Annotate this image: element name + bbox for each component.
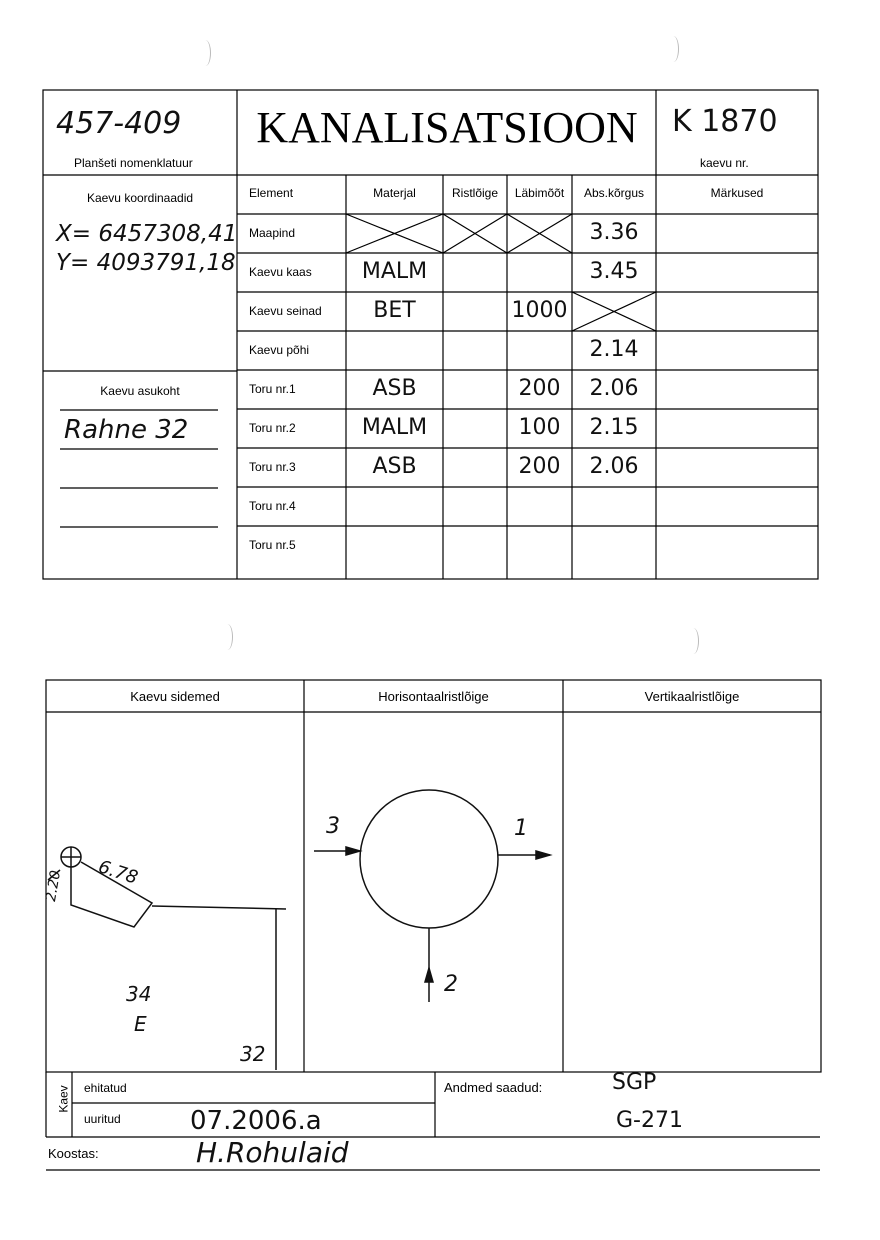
table-row-label: Toru nr.1: [249, 382, 296, 396]
table-cell-abs-height: 3.36: [589, 220, 639, 245]
table-header-element: Element: [249, 186, 294, 200]
table-row-label: Kaevu põhi: [249, 343, 310, 357]
table-row-label: Kaevu seinad: [249, 304, 322, 318]
coordinate-y: Y= 4093791,18: [56, 250, 236, 276]
table-row-label: Toru nr.5: [249, 538, 296, 552]
table-cell-diameter: 1000: [511, 298, 568, 323]
table-cell-material: MALM: [361, 415, 428, 440]
sheet-label: Planšeti nomenklatuur: [74, 156, 193, 170]
data-source-code: G-271: [616, 1108, 683, 1133]
surveyed-label: uuritud: [84, 1112, 121, 1126]
table-cell-material: BET: [373, 298, 416, 323]
table-cell-abs-height: 2.06: [589, 454, 639, 479]
coordinate-x: X= 6457308,41: [56, 221, 238, 247]
pipe-label-1: 1: [514, 816, 528, 841]
house-mark: E: [134, 1012, 147, 1036]
location-value: Rahne 32: [64, 415, 189, 445]
well-side-label: Kaev: [56, 1085, 71, 1113]
table-header-abs-height: Abs.kõrgus: [583, 186, 645, 200]
horizontal-section-heading: Horisontaalristlõige: [378, 689, 489, 704]
ties-heading: Kaevu sidemed: [130, 689, 220, 704]
well-number: K 1870: [672, 104, 778, 139]
table-header-notes: Märkused: [710, 186, 764, 200]
corner-number: 32: [240, 1042, 266, 1066]
coordinates-label: Kaevu koordinaadid: [86, 191, 194, 205]
page-title: KANALISATSIOON: [256, 103, 638, 152]
surveyed-date: 07.2006.a: [190, 1106, 322, 1136]
author-signature: H.Rohulaid: [196, 1136, 349, 1169]
table-cell-abs-height: 2.14: [589, 337, 639, 362]
table-cell-diameter: 100: [518, 415, 561, 440]
sheet-number: 457-409: [56, 106, 182, 141]
table-row-label: Toru nr.4: [249, 499, 296, 513]
table-cell-abs-height: 3.45: [589, 259, 639, 284]
ties-side-distance: 2.20: [43, 869, 65, 903]
table-row-label: Maapind: [249, 226, 296, 240]
ties-sketch: [48, 847, 286, 1070]
location-label: Kaevu asukoht: [100, 384, 180, 398]
table-cell-diameter: 200: [518, 376, 561, 401]
table-cell-diameter: 200: [518, 454, 561, 479]
table-row-label: Toru nr.3: [249, 460, 296, 474]
well-number-label: kaevu nr.: [700, 156, 749, 170]
data-source-value: SGP: [612, 1070, 657, 1095]
table-cell-material: ASB: [372, 376, 417, 401]
ties-distance: 6.78: [95, 856, 141, 889]
table-row-label: Kaevu kaas: [249, 265, 312, 279]
table-header-cross-section: Ristlõige: [451, 186, 499, 200]
pipe-label-3: 3: [326, 814, 340, 839]
built-label: ehitatud: [84, 1081, 127, 1095]
author-label: Koostas:: [48, 1146, 99, 1161]
table-cell-material: ASB: [372, 454, 417, 479]
table-cell-abs-height: 2.15: [589, 415, 639, 440]
house-number: 34: [126, 982, 152, 1006]
table-row-label: Toru nr.2: [249, 421, 296, 435]
pipe-label-2: 2: [444, 972, 458, 997]
data-source-label: Andmed saadud:: [444, 1080, 543, 1095]
table-cell-abs-height: 2.06: [589, 376, 639, 401]
table-cell-material: MALM: [361, 259, 428, 284]
table-header-material: Materjal: [373, 186, 416, 200]
table-header-diameter: Läbimõõt: [514, 186, 565, 200]
vertical-section-heading: Vertikaalristlõige: [644, 689, 740, 704]
